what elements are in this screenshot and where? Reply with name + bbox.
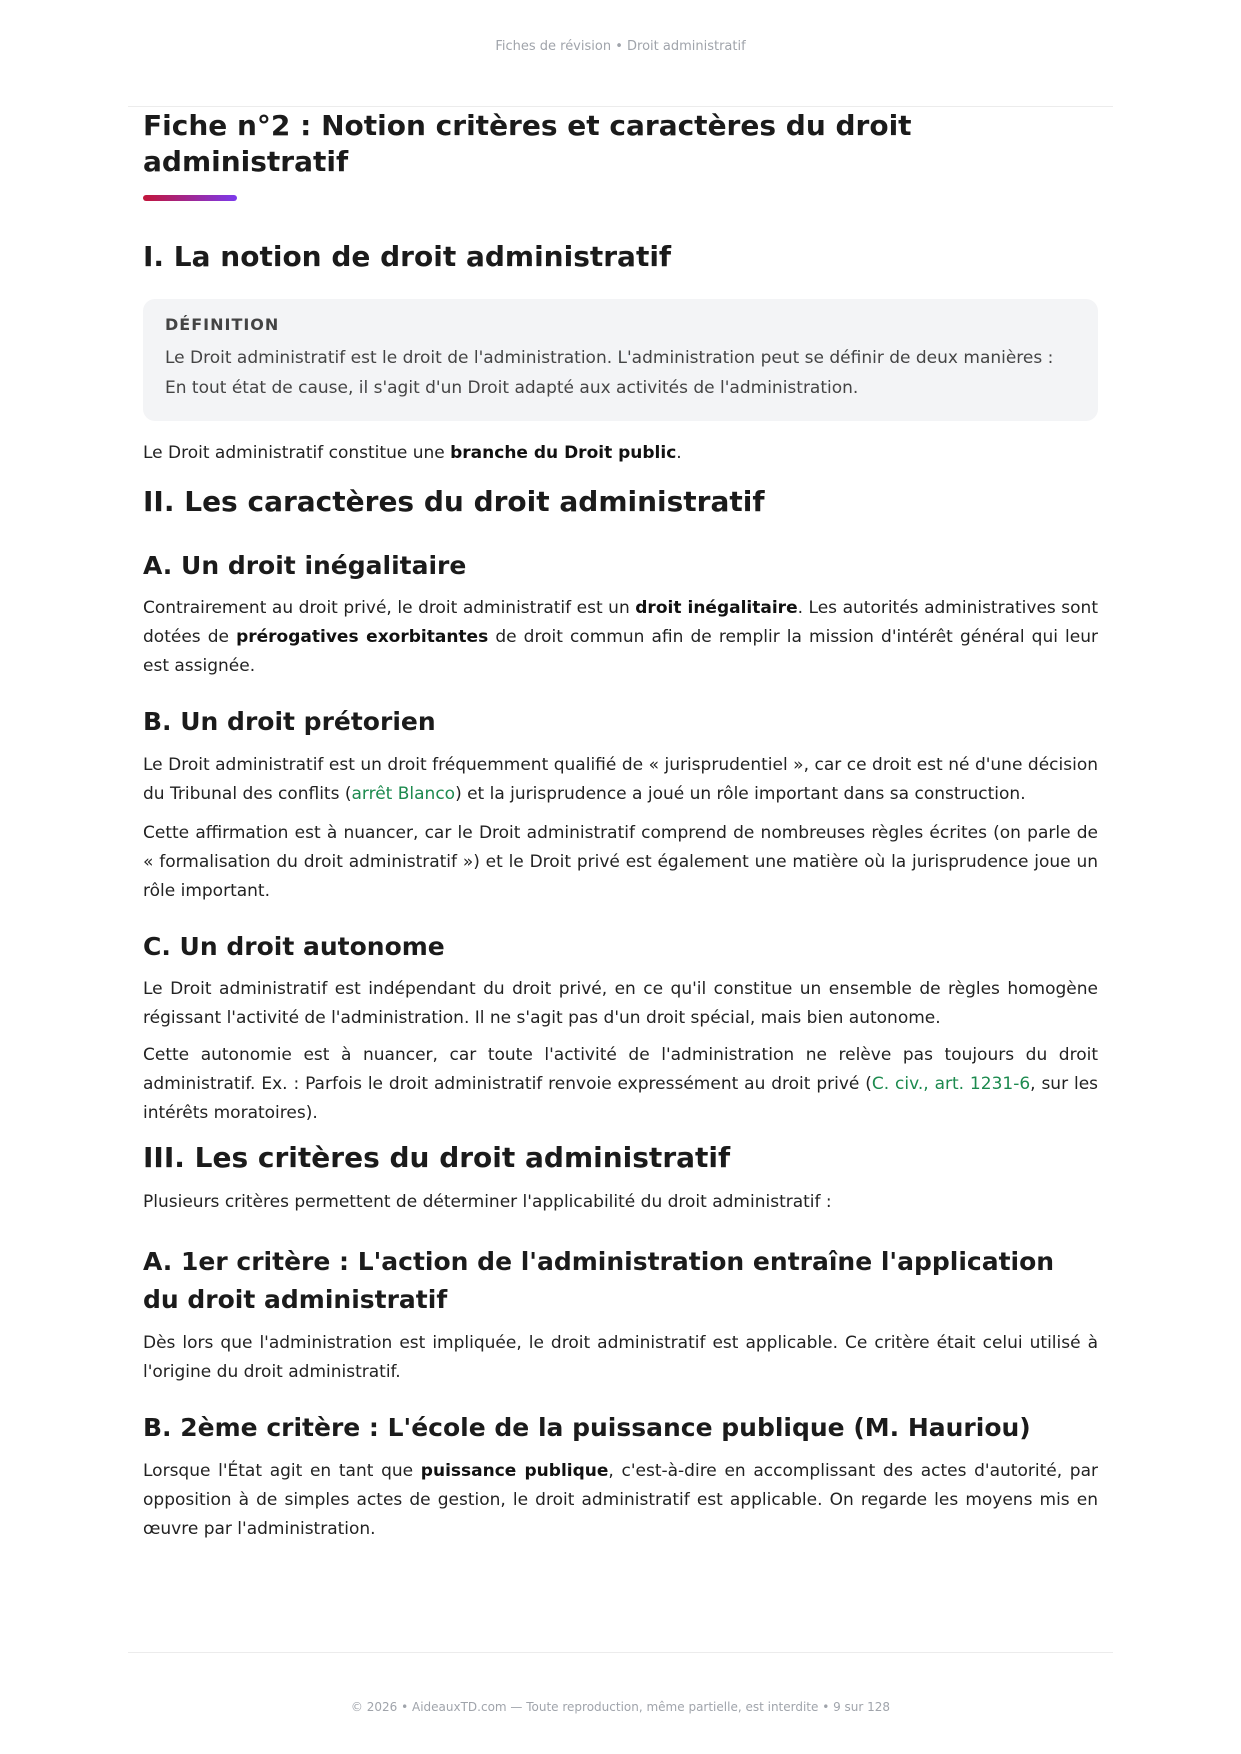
- subsection-2c-paragraph-1: Le Droit administratif est indépendant du droit privé, en ce qu'il constitue un ensemble de règles homogène régissant l'activité de l'administration. Il ne s'agit pas d'un droit spécial, mais bien autonome.: [143, 979, 1098, 1029]
- fiche-title: Fiche n°2 : Notion critères et caractères du droit administratif: [143, 109, 912, 179]
- title-accent-bar: [143, 195, 237, 201]
- running-header: Fiches de révision • Droit administratif: [495, 39, 746, 54]
- bold-term: branche du Droit public: [450, 443, 677, 464]
- section-1-heading: I. La notion de droit administratif: [143, 239, 672, 273]
- section-1-paragraph: Le Droit administratif constitue une branche du Droit public.: [143, 443, 682, 464]
- subsection-2c-paragraph-2: Cette autonomie est à nuancer, car toute l'activité de l'administration ne relève pas toujours du droit administratif. Ex. : Parfois le droit administratif renvoie expressément au droit privé (C. civ., art. 1231-6, sur les intérêts moratoires).: [143, 1045, 1099, 1124]
- section-2-heading: II. Les caractères du droit administratif: [143, 485, 765, 519]
- running-footer: © 2026 • AideauxTD.com — Toute reproduction, même partielle, est interdite • 9 sur 128: [350, 1700, 891, 1714]
- definition-line-1: Le Droit administratif est le droit de l'administration. L'administration peut se définir de deux manières :: [165, 348, 1054, 369]
- subsection-3a-heading: A. 1er critère : L'action de l'administration entraîne l'application du droit administratif: [143, 1247, 1055, 1315]
- definition-box: [143, 299, 1098, 421]
- header-divider: [128, 106, 1113, 107]
- subsection-2b-heading: B. Un droit prétorien: [143, 707, 436, 737]
- page-content: [143, 108, 1098, 1544]
- subsection-3b-heading: B. 2ème critère : L'école de la puissance publique (M. Hauriou): [143, 1413, 1031, 1443]
- footer-divider: [128, 1652, 1113, 1653]
- section-3-heading: III. Les critères du droit administratif: [143, 1141, 731, 1175]
- definition-line-2: En tout état de cause, il s'agit d'un Droit adapté aux activités de l'administration.: [165, 378, 859, 399]
- subsection-2b-paragraph-1: Le Droit administratif est un droit fréquemment qualifié de « jurisprudentiel », car ce droit est né d'une décision du Tribunal des conflits (arrêt Blanco) et la jurisprudence a joué un rôle important dans sa construction.: [143, 754, 1098, 804]
- arret-blanco-link[interactable]: arrêt Blanco: [351, 783, 456, 804]
- definition-label: DÉFINITION: [165, 315, 280, 335]
- code-civil-link[interactable]: C. civ., art. 1231-6: [871, 1074, 1031, 1095]
- bold-term: droit inégalitaire: [635, 598, 798, 619]
- subsection-3b-paragraph: Lorsque l'État agit en tant que puissance publique, c'est-à-dire en accomplissant des actes d'autorité, par opposition à de simples actes de gestion, le droit administratif est applicable. On regarde les moyens mis en œuvre par l'administration.: [143, 1460, 1098, 1539]
- bold-term: puissance publique: [420, 1460, 609, 1481]
- bold-term: prérogatives exorbitantes: [236, 627, 489, 648]
- subsection-2a-paragraph: Contrairement au droit privé, le droit administratif est un droit inégalitaire. Les autorités administratives sont dotées de prérogatives exorbitantes de droit commun afin de remplir la mission d'intérêt général qui leur est assignée.: [143, 598, 1098, 677]
- subsection-2a-heading: A. Un droit inégalitaire: [143, 550, 467, 580]
- subsection-2c-heading: C. Un droit autonome: [143, 931, 445, 961]
- subsection-2b-paragraph-2: Cette affirmation est à nuancer, car le Droit administratif comprend de nombreuses règles écrites (on parle de « formalisation du droit administratif ») et le Droit privé est également une matière où la jurisprudence joue un rôle important.: [143, 822, 1098, 901]
- subsection-3a-paragraph: Dès lors que l'administration est impliquée, le droit administratif est applicable. Ce critère était celui utilisé à l'origine du droit administratif.: [143, 1333, 1098, 1383]
- section-3-intro: Plusieurs critères permettent de déterminer l'applicabilité du droit administratif :: [143, 1192, 832, 1213]
